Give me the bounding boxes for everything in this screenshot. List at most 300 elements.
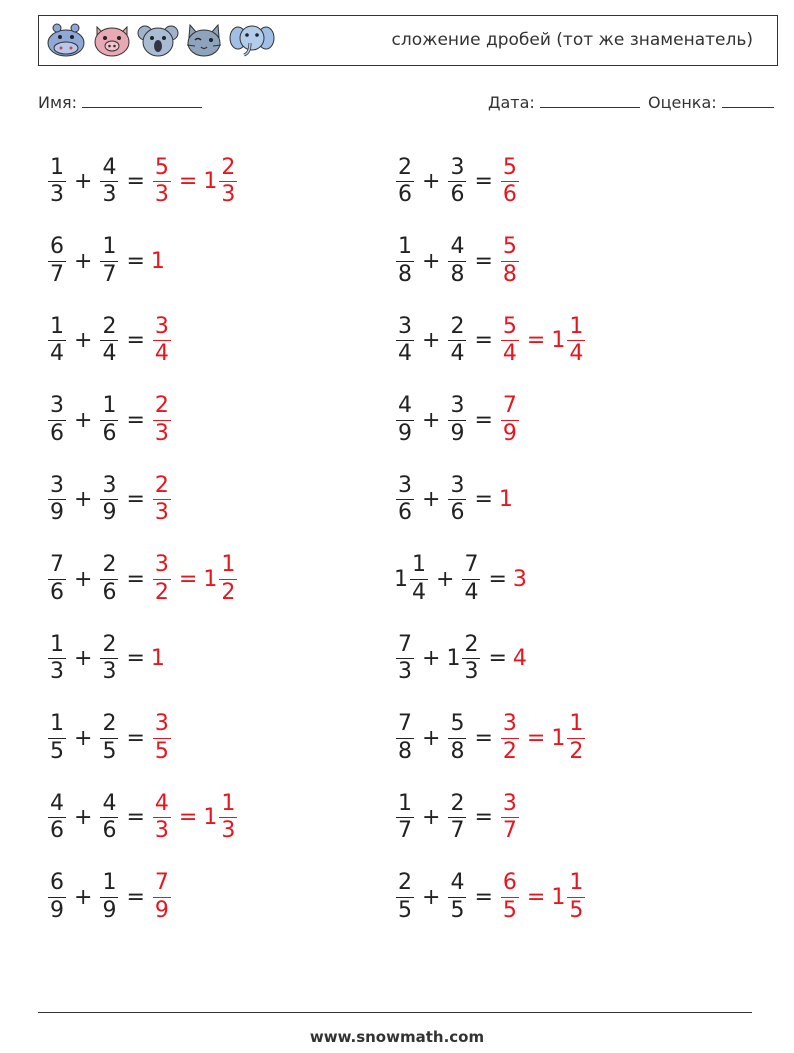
- answer: [151, 393, 173, 447]
- addend-a-fraction: [396, 234, 414, 288]
- addend-a-numerator: 2: [396, 155, 414, 182]
- addend-b-numerator: 3: [448, 393, 466, 420]
- addend-b-numerator: 2: [100, 711, 118, 738]
- answer-number: [151, 646, 165, 671]
- answer-numerator: 2: [153, 473, 171, 500]
- answer: [151, 791, 239, 845]
- answer-denominator: 3: [221, 818, 236, 844]
- answer-numerator: 5: [501, 234, 519, 261]
- addend-a-number: [46, 552, 68, 606]
- answer-whole: 4: [512, 646, 527, 672]
- addend-a-number: [394, 552, 430, 606]
- addend-b-numerator: 2: [100, 314, 118, 341]
- equals-sign: =: [126, 169, 145, 195]
- answer-number: [551, 870, 587, 924]
- answer-number: [203, 552, 239, 606]
- addend-b-fraction: [100, 632, 118, 686]
- equals-sign: =: [488, 646, 507, 672]
- answer-fraction: [153, 393, 171, 447]
- answer-number: [499, 791, 521, 845]
- addend-a-denominator: 5: [398, 897, 412, 923]
- addend-b-denominator: 6: [102, 818, 117, 844]
- addend-b-number: [446, 393, 468, 447]
- answer-numerator: 5: [501, 155, 519, 182]
- answer: [499, 234, 521, 288]
- addend-a-numerator: 3: [48, 393, 66, 420]
- answer-fraction: [567, 711, 585, 765]
- plus-sign: +: [422, 169, 441, 195]
- problem-row: [46, 460, 239, 540]
- answer-whole: 1: [203, 805, 218, 831]
- answer-numerator: 1: [567, 870, 585, 897]
- addend-b-denominator: 4: [464, 579, 479, 605]
- addend-a-denominator: 3: [398, 659, 412, 685]
- addend-b-fraction: [448, 791, 466, 845]
- equals-sign: =: [126, 884, 145, 910]
- addend-b-fraction: [100, 870, 118, 924]
- addend-b-numerator: 2: [448, 314, 466, 341]
- answer-fraction: [219, 791, 237, 845]
- date-label: Дата:: [488, 93, 535, 112]
- answer-equals-sign: =: [526, 884, 546, 910]
- equals-sign: =: [474, 407, 493, 433]
- answer-denominator: 6: [502, 182, 517, 208]
- addend-a-number: [46, 473, 68, 527]
- answer-denominator: 2: [502, 738, 517, 764]
- addend-b-denominator: 8: [450, 261, 465, 287]
- addend-a-fraction: [396, 711, 414, 765]
- answer: [151, 870, 173, 924]
- name-label: Имя:: [38, 93, 78, 112]
- answer-number: [499, 711, 521, 765]
- problems-right-column: [394, 142, 587, 937]
- answer-whole: 1: [551, 725, 566, 751]
- answer: [499, 155, 521, 209]
- answer-denominator: 3: [154, 420, 169, 446]
- equals-sign: =: [488, 566, 507, 592]
- addend-b-fraction: [448, 393, 466, 447]
- plus-sign: +: [422, 407, 441, 433]
- answer-denominator: 2: [569, 738, 584, 764]
- answer: [151, 711, 173, 765]
- answer-equals-sign: =: [178, 566, 198, 592]
- addend-a-fraction: [48, 155, 66, 209]
- addend-b-fraction: [448, 473, 466, 527]
- addend-b-denominator: 6: [450, 500, 465, 526]
- elephant-icon: [229, 21, 275, 59]
- addend-a-numerator: 3: [396, 314, 414, 341]
- answer-numerator: 5: [153, 155, 171, 182]
- answer: [513, 567, 527, 592]
- addend-b-denominator: 7: [102, 261, 117, 287]
- addend-a-number: [46, 155, 68, 209]
- date-field[interactable]: [488, 93, 640, 112]
- answer-whole: 1: [498, 487, 513, 513]
- addend-a-numerator: 1: [396, 234, 414, 261]
- equals-sign: =: [126, 487, 145, 513]
- answer-number: [203, 791, 239, 845]
- addend-b-number: [98, 393, 120, 447]
- answer-equals-sign: =: [526, 328, 546, 354]
- addend-b-denominator: 6: [102, 579, 117, 605]
- answer-number: [551, 314, 587, 368]
- addend-a-denominator: 5: [50, 738, 64, 764]
- answer-denominator: 3: [221, 182, 236, 208]
- addend-a-fraction: [396, 791, 414, 845]
- addend-b-number: [446, 314, 468, 368]
- addend-b-fraction: [462, 632, 480, 686]
- addend-a-denominator: 9: [50, 500, 64, 526]
- problem-row: [46, 858, 239, 938]
- addend-a-number: [394, 155, 416, 209]
- answer: [499, 711, 587, 765]
- equals-sign: =: [126, 725, 145, 751]
- problem-row: [394, 142, 587, 222]
- addend-b-numerator: 3: [448, 473, 466, 500]
- addend-b-number: [446, 155, 468, 209]
- problem-row: [394, 222, 587, 302]
- problem-row: [46, 142, 239, 222]
- name-field[interactable]: [38, 93, 202, 112]
- worksheet-title: сложение дробей (тот же знаменатель): [391, 30, 753, 50]
- addend-b-number: [98, 473, 120, 527]
- answer-number: [513, 646, 527, 671]
- addend-a-fraction: [48, 552, 66, 606]
- addend-b-fraction: [100, 393, 118, 447]
- addend-a-number: [46, 791, 68, 845]
- answer-number: [151, 870, 173, 924]
- plus-sign: +: [422, 328, 441, 354]
- addend-a-whole: 1: [394, 566, 408, 592]
- problem-row: [394, 460, 587, 540]
- addend-a-fraction: [396, 473, 414, 527]
- addend-a-denominator: 6: [50, 420, 64, 446]
- grade-field[interactable]: [648, 93, 774, 112]
- answer-whole: 1: [150, 646, 165, 672]
- addend-b-numerator: 3: [100, 473, 118, 500]
- answer-number: [499, 870, 521, 924]
- answer-numerator: 5: [501, 314, 519, 341]
- answer-denominator: 9: [154, 897, 169, 923]
- addend-a-denominator: 8: [398, 261, 412, 287]
- addend-b-numerator: 4: [448, 234, 466, 261]
- addend-a-numerator: 1: [48, 632, 66, 659]
- answer-numerator: 2: [219, 155, 237, 182]
- equals-sign: =: [474, 328, 493, 354]
- answer-denominator: 3: [154, 818, 169, 844]
- plus-sign: +: [422, 248, 441, 274]
- addend-b-number: [98, 155, 120, 209]
- answer-denominator: 9: [502, 420, 517, 446]
- plus-sign: +: [74, 487, 93, 513]
- answer-number: [151, 314, 173, 368]
- answer-fraction: [501, 155, 519, 209]
- addend-a-denominator: 8: [398, 738, 412, 764]
- answer-fraction: [501, 870, 519, 924]
- answer-number: [203, 155, 239, 209]
- answer-number: [151, 552, 173, 606]
- answer-numerator: 3: [501, 711, 519, 738]
- addend-a-number: [394, 870, 416, 924]
- problem-row: [394, 619, 587, 699]
- answer-fraction: [153, 552, 171, 606]
- answer-denominator: 3: [154, 500, 169, 526]
- addend-a-number: [394, 234, 416, 288]
- addend-b-numerator: 2: [100, 632, 118, 659]
- addend-b-numerator: 2: [462, 632, 480, 659]
- addend-b-number: [98, 711, 120, 765]
- addend-a-denominator: 6: [50, 818, 64, 844]
- addend-a-denominator: 7: [398, 818, 412, 844]
- addend-a-denominator: 9: [50, 897, 64, 923]
- plus-sign: +: [422, 487, 441, 513]
- addend-b-denominator: 3: [464, 659, 479, 685]
- addend-b-fraction: [448, 314, 466, 368]
- addend-a-numerator: 7: [396, 711, 414, 738]
- answer: [499, 870, 587, 924]
- problem-row: [394, 540, 587, 620]
- problem-row: [46, 222, 239, 302]
- answer-whole: 1: [551, 328, 566, 354]
- addend-b-fraction: [448, 711, 466, 765]
- addend-a-numerator: 1: [396, 791, 414, 818]
- answer-numerator: 7: [501, 393, 519, 420]
- answer-number: [499, 234, 521, 288]
- addend-b-denominator: 4: [102, 341, 117, 367]
- plus-sign: +: [422, 805, 441, 831]
- addend-b-number: [98, 552, 120, 606]
- addend-a-number: [394, 314, 416, 368]
- answer-number: [499, 487, 513, 512]
- addend-a-denominator: 3: [50, 659, 64, 685]
- answer-fraction: [501, 791, 519, 845]
- equals-sign: =: [126, 407, 145, 433]
- equals-sign: =: [474, 805, 493, 831]
- addend-a-numerator: 3: [396, 473, 414, 500]
- answer-number: [499, 155, 521, 209]
- answer-denominator: 4: [502, 341, 517, 367]
- answer-numerator: 3: [153, 314, 171, 341]
- addend-b-denominator: 5: [450, 897, 465, 923]
- problem-row: [394, 858, 587, 938]
- answer-fraction: [153, 314, 171, 368]
- addend-b-number: [446, 473, 468, 527]
- addend-a-number: [46, 314, 68, 368]
- addend-b-numerator: 7: [462, 552, 480, 579]
- answer-fraction: [219, 552, 237, 606]
- addend-b-number: [446, 870, 468, 924]
- equals-sign: =: [474, 487, 493, 513]
- answer-numerator: 1: [567, 314, 585, 341]
- addend-a-numerator: 2: [396, 870, 414, 897]
- answer-fraction: [219, 155, 237, 209]
- answer-number: [151, 393, 173, 447]
- addend-b-fraction: [462, 552, 480, 606]
- addend-b-numerator: 1: [100, 393, 118, 420]
- addend-a-denominator: 6: [398, 182, 412, 208]
- plus-sign: +: [74, 169, 93, 195]
- answer-whole: 1: [551, 884, 566, 910]
- equals-sign: =: [126, 248, 145, 274]
- answer-denominator: 4: [154, 341, 169, 367]
- addend-a-fraction: [48, 393, 66, 447]
- addend-a-number: [46, 632, 68, 686]
- problem-row: [46, 381, 239, 461]
- addend-b-denominator: 8: [450, 738, 465, 764]
- addend-b-number: [98, 632, 120, 686]
- addend-a-number: [46, 393, 68, 447]
- addend-b-denominator: 5: [102, 738, 117, 764]
- addend-b-fraction: [100, 473, 118, 527]
- plus-sign: +: [74, 725, 93, 751]
- addend-a-numerator: 7: [48, 552, 66, 579]
- addend-a-denominator: 9: [398, 420, 412, 446]
- addend-a-numerator: 4: [396, 393, 414, 420]
- answer-denominator: 2: [154, 579, 169, 605]
- addend-b-number: [98, 314, 120, 368]
- addend-a-denominator: 4: [398, 341, 412, 367]
- answer-number: [151, 791, 173, 845]
- answer-denominator: 2: [221, 579, 236, 605]
- answer: [151, 314, 173, 368]
- problems-left-column: [46, 142, 239, 937]
- addend-a-fraction: [48, 314, 66, 368]
- addend-b-numerator: 2: [100, 552, 118, 579]
- answer-fraction: [501, 234, 519, 288]
- problem-row: [394, 778, 587, 858]
- addend-b-denominator: 7: [450, 818, 465, 844]
- addend-a-numerator: 3: [48, 473, 66, 500]
- answer-numerator: 3: [501, 791, 519, 818]
- answer-fraction: [501, 393, 519, 447]
- addend-a-fraction: [48, 473, 66, 527]
- addend-b-number: [98, 870, 120, 924]
- addend-a-denominator: 3: [50, 182, 64, 208]
- addend-a-number: [394, 711, 416, 765]
- answer-equals-sign: =: [178, 805, 198, 831]
- answer-whole: 1: [203, 169, 218, 195]
- equals-sign: =: [126, 805, 145, 831]
- addend-a-fraction: [48, 711, 66, 765]
- answer-denominator: 4: [569, 341, 584, 367]
- problem-row: [394, 381, 587, 461]
- addend-b-number: [446, 632, 482, 686]
- answer-fraction: [153, 473, 171, 527]
- addend-a-denominator: 7: [50, 261, 64, 287]
- answer: [151, 646, 165, 671]
- addend-b-fraction: [448, 870, 466, 924]
- addend-b-numerator: 3: [448, 155, 466, 182]
- answer-fraction: [501, 711, 519, 765]
- problem-row: [46, 778, 239, 858]
- addend-b-denominator: 3: [102, 182, 117, 208]
- answer-numerator: 1: [219, 552, 237, 579]
- answer-denominator: 5: [502, 897, 517, 923]
- answer-denominator: 8: [502, 261, 517, 287]
- answer-numerator: 3: [153, 711, 171, 738]
- answer: [151, 552, 239, 606]
- plus-sign: +: [74, 566, 93, 592]
- addend-b-numerator: 1: [100, 870, 118, 897]
- equals-sign: =: [474, 248, 493, 274]
- answer-number: [151, 473, 173, 527]
- answer: [151, 473, 173, 527]
- addend-a-numerator: 1: [48, 314, 66, 341]
- addend-a-denominator: 6: [398, 500, 412, 526]
- addend-b-number: [460, 552, 482, 606]
- grade-blank[interactable]: [722, 93, 774, 108]
- hippo-icon: [45, 21, 87, 59]
- problem-row: [46, 699, 239, 779]
- addend-a-number: [46, 711, 68, 765]
- answer: [513, 646, 527, 671]
- addend-b-numerator: 1: [100, 234, 118, 261]
- equals-sign: =: [474, 169, 493, 195]
- addend-a-numerator: 1: [48, 711, 66, 738]
- answer-equals-sign: =: [178, 169, 198, 195]
- answer-fraction: [501, 314, 519, 368]
- addend-b-fraction: [100, 791, 118, 845]
- addend-b-denominator: 3: [102, 659, 117, 685]
- addend-b-numerator: 5: [448, 711, 466, 738]
- addend-b-numerator: 4: [448, 870, 466, 897]
- addend-b-fraction: [100, 234, 118, 288]
- answer-number: [151, 249, 165, 274]
- addend-a-fraction: [396, 155, 414, 209]
- addend-a-denominator: 6: [50, 579, 64, 605]
- addend-a-numerator: 1: [48, 155, 66, 182]
- addend-a-number: [394, 632, 416, 686]
- equals-sign: =: [474, 725, 493, 751]
- addend-b-denominator: 6: [450, 182, 465, 208]
- answer: [499, 393, 521, 447]
- answer-numerator: 3: [153, 552, 171, 579]
- answer-equals-sign: =: [526, 725, 546, 751]
- answer-whole: 3: [512, 566, 527, 592]
- footer-site: www.snowmath.com: [309, 1028, 485, 1046]
- plus-sign: +: [74, 328, 93, 354]
- answer-fraction: [153, 791, 171, 845]
- date-blank[interactable]: [540, 93, 640, 108]
- answer-denominator: 5: [569, 897, 584, 923]
- pig-icon: [91, 21, 133, 59]
- name-blank[interactable]: [82, 93, 202, 108]
- addend-a-fraction: [48, 791, 66, 845]
- addend-b-number: [446, 234, 468, 288]
- addend-a-fraction: [410, 552, 428, 606]
- addend-a-number: [46, 870, 68, 924]
- plus-sign: +: [74, 407, 93, 433]
- answer-numerator: 1: [567, 711, 585, 738]
- addend-a-fraction: [396, 870, 414, 924]
- answer-numerator: 1: [219, 791, 237, 818]
- addend-a-number: [46, 234, 68, 288]
- addend-b-number: [446, 791, 468, 845]
- koala-icon: [137, 21, 179, 59]
- addend-b-denominator: 9: [102, 500, 117, 526]
- addend-b-fraction: [100, 552, 118, 606]
- addend-b-denominator: 6: [102, 420, 117, 446]
- plus-sign: +: [422, 646, 441, 672]
- addend-a-fraction: [396, 632, 414, 686]
- addend-b-fraction: [100, 155, 118, 209]
- plus-sign: +: [74, 805, 93, 831]
- worksheet-header: [38, 15, 778, 66]
- answer-number: [513, 567, 527, 592]
- answer-fraction: [567, 870, 585, 924]
- answer-numerator: 4: [153, 791, 171, 818]
- addend-b-denominator: 4: [450, 341, 465, 367]
